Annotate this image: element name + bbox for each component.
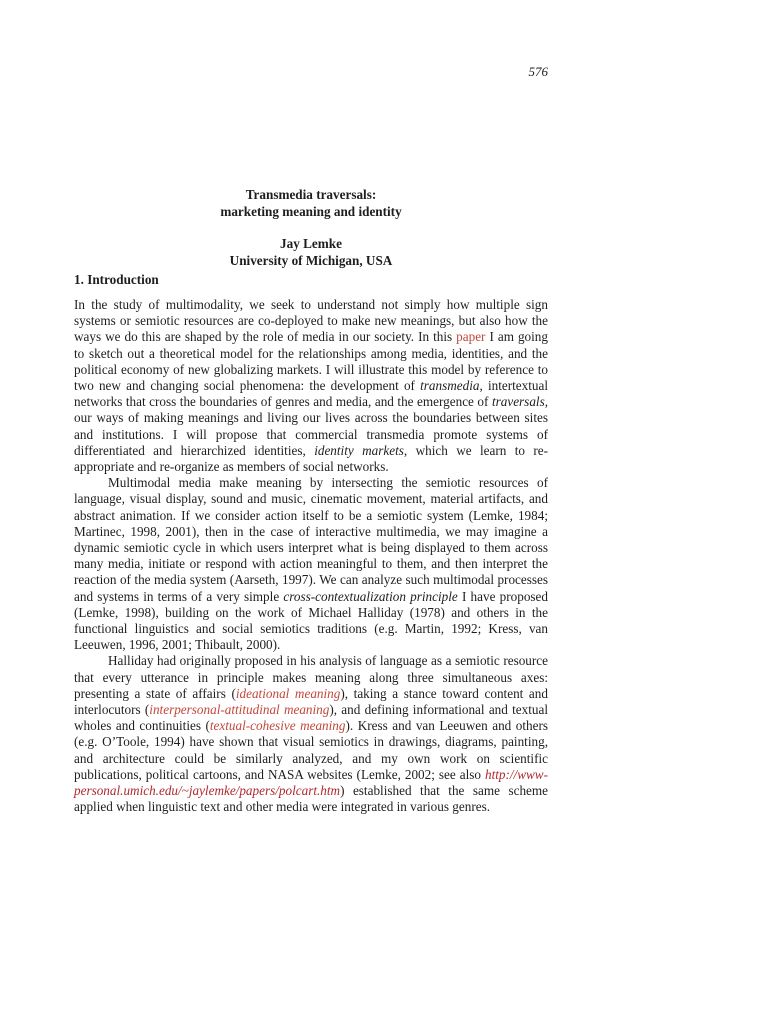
author-affiliation: University of Michigan, USA [229, 253, 393, 268]
text-segment: , which we learn to re-appropriate and re-organize as members of social networks. [74, 442, 548, 475]
text-segment: ), taking a stance toward content and interlocutors ( [74, 685, 548, 718]
text-segment: Multimodal media make meaning by intersecting the semiotic resources of language, visual display, sound and music, cinematic movement, material artifacts, and abstract animation. If we consider action itself to be a semiotic system (Lemke, 1984; Martinec, 1998, 2001), then in the case of interactive multimedia, we may imagine a dynamic semiotic cycle in which users interpret what is being displayed to them across many media, initiate or respond with action meaningful to them, and then interpret the reaction of the media system (Aarseth, 1997). We can analyze such multimodal processes and systems in terms of a very simple [74, 475, 548, 604]
meaning-term: ideational meaning [235, 685, 341, 701]
text-segment: ) established that the same scheme applied when linguistic text and other media were integrated in various genres. [74, 783, 548, 815]
title-spacer [74, 220, 548, 235]
meaning-term: interpersonal-attitudinal meaning [149, 702, 330, 718]
text-segment: I have proposed (Lemke, 1998), building on the work of Michael Halliday (1978) and others in the functional linguistics and social semiotics traditions (e.g. Martin, 1992; Kress, van Leeuwen, 1996, 2001; Thibault, 2000). [74, 588, 548, 653]
emphasis-term: cross-contextualization principle [283, 588, 458, 604]
emphasis-term: identity markets [314, 442, 404, 458]
paper-title-line-1: Transmedia traversals: [245, 187, 377, 202]
section-heading: 1. Introduction [74, 272, 159, 287]
url-link[interactable]: http://www-personal.umich.edu/~jaylemke/papers/polcart.htm [74, 766, 548, 799]
text-segment: ), and defining informational and textual wholes and continuities ( [74, 702, 548, 734]
emphasis-term: traversals [491, 394, 545, 410]
text-segment: ). Kress and van Leeuwen and others (e.g. O’Toole, 1994) have shown that visual semiotics in drawings, diagrams, painting, and architecture could be similarly analyzed, and my own work on scientific publications, political cartoons, and NASA websites (Lemke, 2002; see also [74, 718, 549, 782]
author-name: Jay Lemke [280, 236, 342, 251]
text-segment: In the study of multimodality, we seek to understand not simply how multiple sign systems or semiotic resources are co-deployed to make new meanings, but also how the ways we do this are shaped by the role of media in our society. In this [74, 297, 548, 345]
paragraph-2 [74, 475, 548, 653]
meaning-term: textual-cohesive meaning [209, 718, 346, 734]
paper-title-line-2: marketing meaning and identity [220, 204, 402, 219]
paragraph-3 [74, 653, 548, 815]
title-block [74, 186, 548, 269]
page-number: 576 [528, 64, 548, 79]
text-segment: , intertextual networks that cross the boundaries of genres and media, and the emergence of [74, 378, 548, 410]
paragraph-1 [74, 297, 548, 475]
paper-link[interactable]: paper [456, 329, 486, 345]
text-segment: , our ways of making meanings and living our lives across the boundaries between sites and institutions. I will propose that commercial transmedia promote systems of differentiated and hierarchized identities, [74, 394, 548, 458]
text-segment: Halliday had originally proposed in his analysis of language as a semiotic resource that every utterance in principle makes meaning along three simultaneous axes: presenting a state of affairs ( [74, 653, 548, 701]
body-text [74, 297, 548, 816]
emphasis-term: transmedia [420, 378, 480, 394]
text-segment: I am going to sketch out a theoretical model for the relationships among media, identities, and the political economy of new globalizing markets. I will illustrate this model by reference to two new and changing social phenomena: the development of [74, 329, 548, 394]
